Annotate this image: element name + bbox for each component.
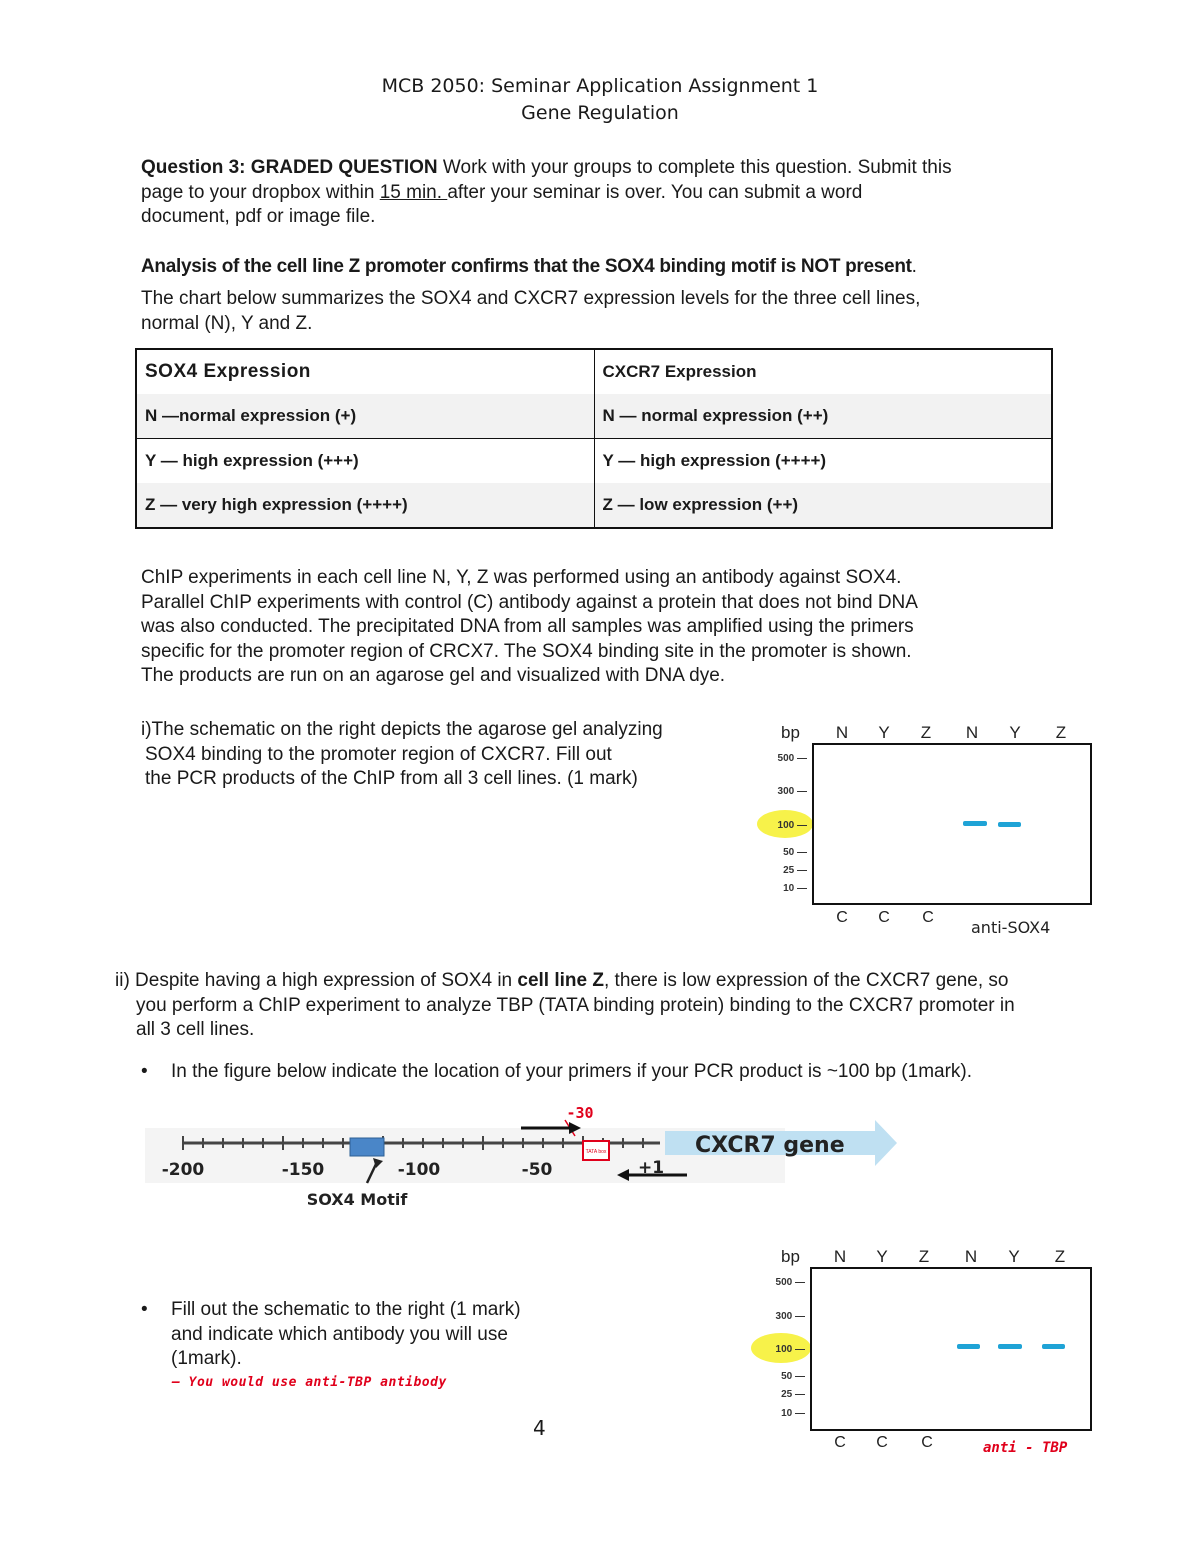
- table-row: Z — very high expression (++++) Z — low expression (++): [136, 483, 1052, 528]
- gel-1-lane-label: N: [835, 723, 849, 742]
- tata-box-label: TATA box: [585, 1149, 607, 1155]
- gel-1-ladder-mark: 500 —: [777, 753, 807, 764]
- gel-2-control-label: C: [834, 1434, 846, 1451]
- gel-1-lane-label: Z: [920, 723, 932, 742]
- gel-2-ladder-mark: 500 —: [775, 1277, 805, 1288]
- gel-1-ladder-mark: 100 —: [777, 820, 807, 831]
- deadline: 15 min.: [379, 181, 448, 203]
- analysis-statement: Analysis of the cell line Z promoter confirms that the SOX4 binding motif is NOT present.: [141, 256, 917, 277]
- gel-1-control-label: C: [922, 909, 934, 926]
- gel-1-band: [998, 822, 1021, 827]
- table-header-cxcr7: CXCR7 Expression: [602, 362, 757, 381]
- gel-2-antibody-label: anti - TBP: [983, 1440, 1068, 1456]
- gel-1-lane-label: Y: [878, 723, 890, 742]
- gene-label: CXCR7 gene: [695, 1133, 845, 1158]
- gel-2-lane-label: Z: [918, 1247, 930, 1266]
- ruler-tick-label: -150: [281, 1160, 325, 1180]
- gel-1-ladder-mark: 25 —: [783, 865, 807, 876]
- gel-1: [745, 715, 1105, 945]
- gel-1-control-label: C: [836, 909, 848, 926]
- gel-2-band: [957, 1344, 980, 1349]
- gel-2-band: [998, 1344, 1022, 1349]
- table-row: Y — high expression (+++) Y — high expression (++++): [136, 439, 1052, 484]
- gel-1-bp-label: bp: [781, 723, 800, 742]
- gel-1-ladder-mark: 300 —: [777, 786, 807, 797]
- gel-1-lane-label: Z: [1055, 723, 1067, 742]
- gel-2-ladder-mark: 10 —: [781, 1408, 805, 1419]
- page-number: 4: [533, 1416, 546, 1440]
- gel-1-ladder-mark: 50 —: [783, 847, 807, 858]
- part-ii-text: ii) Despite having a high expression of SOX4 in cell line Z, there is low expression of the CXCR7 gene, so you perform a ChIP experiment to analyze TBP (TATA binding protein) binding to the CXCR7 promoter in all 3 cell lines.: [115, 970, 1015, 1040]
- gel-1-ladder-mark: 10 —: [783, 883, 807, 894]
- page-subtitle: Gene Regulation: [521, 102, 679, 124]
- gel-1-antibody-label: anti-SOX4: [971, 918, 1051, 937]
- table-header-sox4: SOX4 Expression: [136, 349, 594, 394]
- gel-1-band: [963, 821, 987, 826]
- gel-2-control-label: C: [921, 1434, 933, 1451]
- gel-2: [745, 1240, 1105, 1470]
- part-i-text: i)The schematic on the right depicts the agarose gel analyzing SOX4 binding to the promoter region of CXCR7. Fill out the PCR products of the ChIP from all 3 cell lines. (1 mark): [141, 719, 663, 789]
- chart-intro: The chart below summarizes the SOX4 and CXCR7 expression levels for the three cell lines, normal (N), Y and Z.: [141, 288, 921, 334]
- page-title: MCB 2050: Seminar Application Assignment 1: [381, 75, 819, 97]
- chip-paragraph: ChIP experiments in each cell line N, Y, Z was performed using an antibody against SOX4. Parallel ChIP experiments with control (C) antibody against a protein that does not bind DNA was also conducted. The precipitated DNA from all samples was amplified using the primers specific for the promoter region of CRCX7. The SOX4 binding site in the promoter is shown. The products are run on an agarose gel and visualized with DNA dye.: [141, 567, 918, 686]
- gel-2-ladder-mark: 300 —: [775, 1311, 805, 1322]
- gel-2-ladder-mark: 100 —: [775, 1344, 805, 1355]
- table-row: N —normal expression (+) N — normal expression (++): [136, 394, 1052, 439]
- bullet-primers: • In the figure below indicate the location of your primers if your PCR product is ~100 bp (1mark).: [171, 1060, 1171, 1085]
- gel-2-bp-label: bp: [781, 1247, 800, 1266]
- expression-table: [135, 348, 1053, 529]
- ruler-tick-label: -50: [521, 1160, 553, 1180]
- gel-2-lane-label: N: [833, 1247, 847, 1266]
- sox4-motif-box: [350, 1138, 384, 1156]
- ruler-tick-label: -200: [161, 1160, 205, 1180]
- gel-2-lane-label: Y: [1008, 1247, 1020, 1266]
- gel-2-lane-label: Y: [876, 1247, 888, 1266]
- gel-2-band: [1042, 1344, 1065, 1349]
- question-label: Question 3: GRADED QUESTION: [141, 157, 438, 178]
- gel-2-lane-label: Z: [1054, 1247, 1066, 1266]
- bullet-schematic: • Fill out the schematic to the right (1 mark) and indicate which antibody you will use (1mark).: [171, 1298, 601, 1372]
- ruler-tick-label: +1: [637, 1158, 665, 1178]
- gel-2-lane-label: N: [964, 1247, 978, 1266]
- minus-30-label: -30: [566, 1104, 594, 1122]
- question-intro: Question 3: GRADED QUESTION Work with your groups to complete this question. Submit this page to your dropbox within 15 min. after your seminar is over. You can submit a word document, pdf or image file.: [141, 157, 952, 227]
- gel-2-ladder-mark: 50 —: [781, 1371, 805, 1382]
- gel-1-lane-label: Y: [1009, 723, 1021, 742]
- motif-label: SOX4 Motif: [306, 1190, 408, 1209]
- handwritten-answer: — You would use anti-TBP antibody: [172, 1375, 447, 1390]
- gel-1-lane-label: N: [965, 723, 979, 742]
- ruler-tick-label: -100: [397, 1160, 441, 1180]
- gel-2-control-label: C: [876, 1434, 888, 1451]
- promoter-figure: [145, 1098, 905, 1213]
- gel-2-ladder-mark: 25 —: [781, 1389, 805, 1400]
- gel-1-frame: [813, 744, 1091, 904]
- gel-1-control-label: C: [878, 909, 890, 926]
